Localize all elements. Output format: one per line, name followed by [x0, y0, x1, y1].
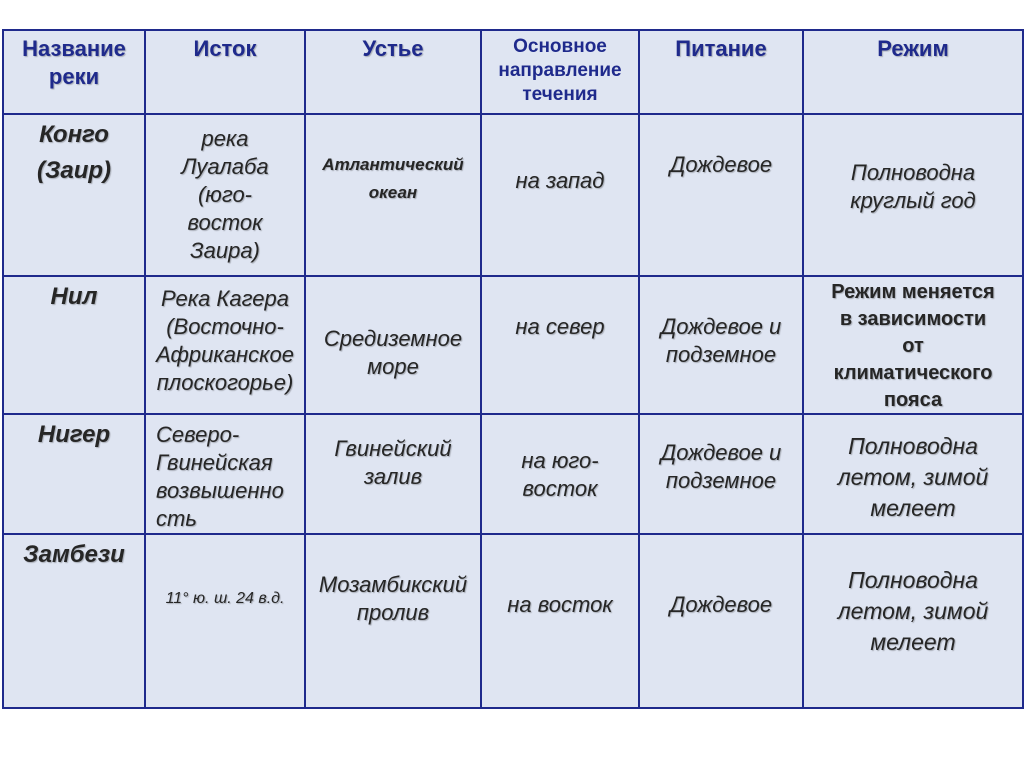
feeding-cell: [639, 114, 803, 276]
table-row: [3, 114, 1023, 276]
header-mouth-label: Устье: [362, 36, 424, 61]
direction-text: на север: [515, 314, 605, 339]
feeding-text: Дождевое: [669, 592, 773, 617]
source-text: 11° ю. ш. 24 в.д.: [165, 590, 285, 607]
rivers-table: [2, 29, 1024, 709]
regime-text: Полноводна круглый год: [850, 160, 976, 213]
source-cell: [145, 534, 305, 708]
river-name: Нигер: [37, 421, 111, 448]
regime-text: Полноводна летом, зимой мелеет: [837, 433, 989, 521]
direction-cell: [481, 414, 639, 534]
mouth-cell: [305, 276, 481, 414]
regime-text: Режим меняется в зависимости от климатического пояса: [831, 281, 995, 411]
header-mouth: [305, 30, 481, 114]
source-text: река Луалаба (юго- восток Заира): [181, 126, 269, 263]
feeding-cell: [639, 534, 803, 708]
header-row: [3, 30, 1023, 114]
header-regime-label: Режим: [877, 36, 949, 61]
source-cell: [145, 414, 305, 534]
feeding-cell: [639, 414, 803, 534]
feeding-cell: [639, 276, 803, 414]
mouth-cell: [305, 534, 481, 708]
header-river-label: Название реки: [22, 36, 126, 89]
table-row: [3, 276, 1023, 414]
regime-cell: [803, 414, 1023, 534]
source-cell: [145, 114, 305, 276]
source-cell: [145, 276, 305, 414]
mouth-text: Средиземное море: [323, 326, 463, 379]
direction-text: на юго- восток: [521, 448, 599, 501]
source-text: Река Кагера (Восточно- Африканское плоскогорье): [156, 286, 294, 395]
river-name-cell: [3, 534, 145, 708]
regime-cell: [803, 534, 1023, 708]
regime-cell: [803, 114, 1023, 276]
river-name: Нил: [50, 283, 98, 310]
direction-cell: [481, 114, 639, 276]
header-direction: [481, 30, 639, 114]
direction-text: на восток: [507, 592, 613, 617]
river-name: Конго (Заир): [36, 121, 112, 184]
river-name: Замбези: [23, 541, 125, 568]
feeding-text: Дождевое: [669, 152, 773, 177]
regime-text: Полноводна летом, зимой мелеет: [837, 567, 989, 655]
source-text: Северо- Гвинейская возвышенно сть: [156, 422, 284, 531]
feeding-text: Дождевое и подземное: [660, 314, 782, 367]
mouth-cell: [305, 414, 481, 534]
header-feeding: [639, 30, 803, 114]
header-river: [3, 30, 145, 114]
table-row: [3, 534, 1023, 708]
mouth-text: Атлантический океан: [322, 155, 464, 202]
header-direction-label: Основное направление течения: [498, 36, 622, 105]
header-feeding-label: Питание: [675, 36, 767, 61]
feeding-text: Дождевое и подземное: [660, 440, 782, 493]
river-name-cell: [3, 414, 145, 534]
rivers-table-container: [2, 29, 1022, 707]
river-name-cell: [3, 276, 145, 414]
header-regime: [803, 30, 1023, 114]
mouth-text: Гвинейский залив: [334, 436, 452, 489]
direction-text: на запад: [515, 168, 605, 193]
mouth-text: Мозамбикский пролив: [318, 572, 468, 625]
header-source-label: Исток: [193, 36, 257, 61]
regime-cell: [803, 276, 1023, 414]
river-name-cell: [3, 114, 145, 276]
direction-cell: [481, 534, 639, 708]
table-row: [3, 414, 1023, 534]
mouth-cell: [305, 114, 481, 276]
direction-cell: [481, 276, 639, 414]
header-source: [145, 30, 305, 114]
